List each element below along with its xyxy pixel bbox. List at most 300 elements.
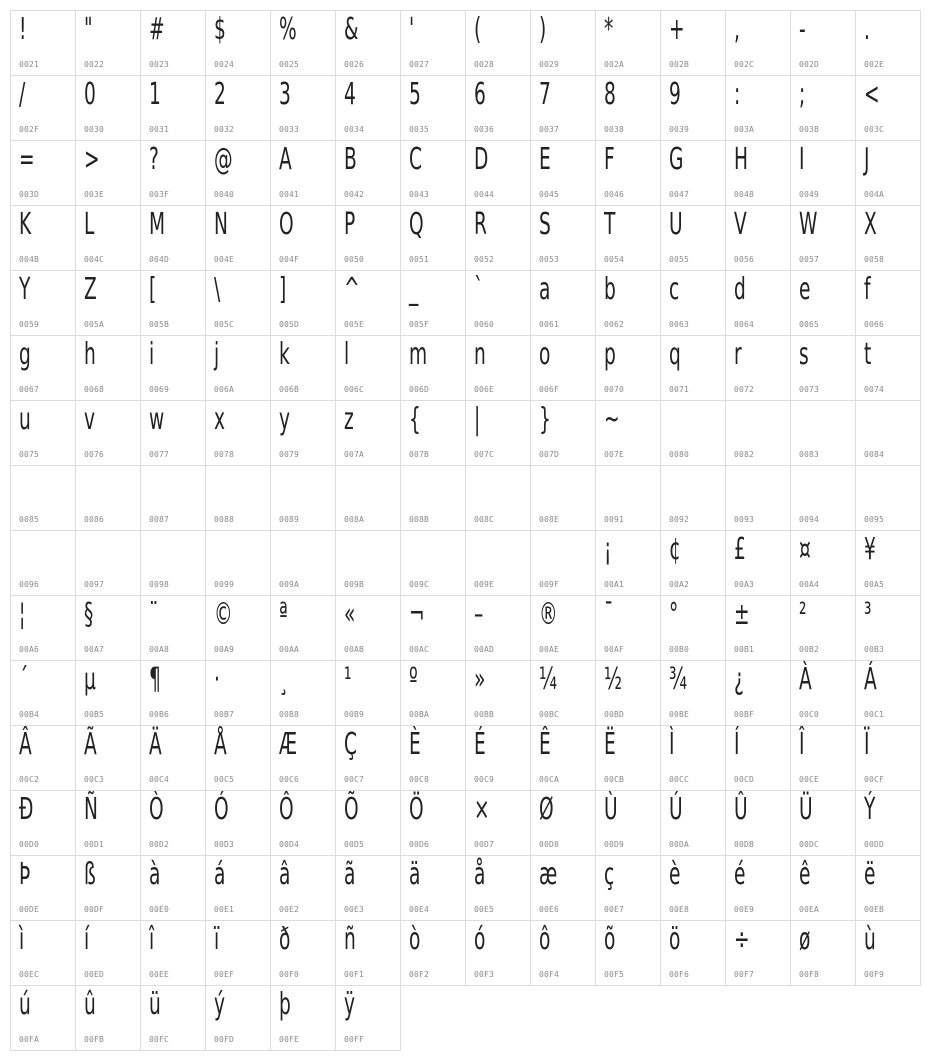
- glyph-character: í: [84, 922, 90, 957]
- glyph-character: \: [214, 272, 221, 307]
- glyph-character: ó: [474, 922, 486, 957]
- glyph-character: õ: [604, 922, 616, 957]
- glyph-cell: [270, 790, 336, 856]
- glyph-codepoint: 00CE: [799, 775, 820, 784]
- glyph-character: ¨: [149, 597, 159, 632]
- glyph-codepoint: 005B: [149, 320, 170, 329]
- glyph-codepoint: 0087: [149, 515, 170, 524]
- glyph-character: ð: [279, 922, 291, 957]
- glyph-grid: [10, 10, 920, 1050]
- glyph-cell: [75, 920, 141, 986]
- glyph-cell: [140, 335, 206, 401]
- glyph-cell: [595, 335, 661, 401]
- glyph-codepoint: 00A7: [84, 645, 105, 654]
- glyph-codepoint: 0072: [734, 385, 755, 394]
- glyph-character: Ü: [799, 792, 813, 827]
- glyph-codepoint: 0065: [799, 320, 820, 329]
- glyph-character: ü: [149, 987, 161, 1022]
- glyph-character: ~: [604, 402, 620, 437]
- glyph-cell: [790, 335, 856, 401]
- glyph-codepoint: 00AB: [344, 645, 365, 654]
- glyph-codepoint: 00DD: [864, 840, 885, 849]
- glyph-codepoint: 00A1: [604, 580, 625, 589]
- glyph-codepoint: 00C0: [799, 710, 820, 719]
- glyph-character: ë: [864, 857, 876, 892]
- glyph-cell: [140, 855, 206, 921]
- glyph-cell: [75, 725, 141, 791]
- glyph-character: %: [279, 12, 297, 47]
- glyph-codepoint: 003B: [799, 125, 820, 134]
- glyph-cell: [270, 725, 336, 791]
- glyph-cell: [790, 10, 856, 76]
- glyph-cell: [75, 790, 141, 856]
- glyph-character: Â: [19, 727, 32, 762]
- glyph-character: ©: [214, 597, 233, 632]
- glyph-cell: [270, 660, 336, 726]
- glyph-codepoint: 004D: [149, 255, 170, 264]
- glyph-codepoint: 00AC: [409, 645, 430, 654]
- glyph-cell: [335, 855, 401, 921]
- glyph-character: 4: [344, 77, 356, 112]
- glyph-cell: [595, 595, 661, 661]
- glyph-cell: [10, 270, 76, 336]
- glyph-cell: [75, 335, 141, 401]
- glyph-codepoint: 0059: [19, 320, 40, 329]
- glyph-cell: [855, 10, 921, 76]
- glyph-character: z: [344, 402, 354, 437]
- glyph-character: r: [734, 337, 742, 372]
- glyph-character: b: [604, 272, 616, 307]
- glyph-character: ¸: [279, 662, 289, 697]
- glyph-character: ¤: [799, 532, 811, 567]
- glyph-cell: [205, 920, 271, 986]
- glyph-cell: [270, 595, 336, 661]
- glyph-cell: [140, 790, 206, 856]
- glyph-cell: [10, 140, 76, 206]
- glyph-codepoint: 0031: [149, 125, 170, 134]
- glyph-character: k: [279, 337, 290, 372]
- glyph-codepoint: 00ED: [84, 970, 105, 979]
- glyph-codepoint: 00F6: [669, 970, 690, 979]
- glyph-cell: [465, 140, 531, 206]
- glyph-codepoint: 00D5: [344, 840, 365, 849]
- glyph-character: n: [474, 337, 486, 372]
- glyph-codepoint: 006D: [409, 385, 430, 394]
- glyph-character: ÷: [734, 922, 750, 957]
- glyph-cell: [75, 595, 141, 661]
- glyph-character: Î: [799, 727, 805, 762]
- glyph-character: ±: [734, 597, 750, 632]
- glyph-character: È: [409, 727, 421, 762]
- glyph-character: 0: [84, 77, 96, 112]
- glyph-codepoint: 0027: [409, 60, 430, 69]
- glyph-cell: [270, 400, 336, 466]
- glyph-character: /: [19, 77, 26, 112]
- glyph-codepoint: 008C: [474, 515, 495, 524]
- glyph-cell: [140, 400, 206, 466]
- glyph-cell: [75, 985, 141, 1051]
- glyph-cell: [335, 595, 401, 661]
- glyph-codepoint: 0091: [604, 515, 625, 524]
- glyph-codepoint: 00A8: [149, 645, 170, 654]
- glyph-cell: [790, 725, 856, 791]
- glyph-cell: [660, 205, 726, 271]
- glyph-cell: [205, 335, 271, 401]
- glyph-cell: [595, 855, 661, 921]
- glyph-cell: [855, 530, 921, 596]
- glyph-character: å: [474, 857, 486, 892]
- glyph-codepoint: 0022: [84, 60, 105, 69]
- glyph-codepoint: 009A: [279, 580, 300, 589]
- glyph-codepoint: 0062: [604, 320, 625, 329]
- glyph-cell: [140, 985, 206, 1051]
- glyph-codepoint: 00C7: [344, 775, 365, 784]
- glyph-character: C: [409, 142, 422, 177]
- glyph-codepoint: 00A2: [669, 580, 690, 589]
- glyph-character: d: [734, 272, 746, 307]
- glyph-codepoint: 00FE: [279, 1035, 300, 1044]
- glyph-cell: [75, 400, 141, 466]
- glyph-codepoint: 00EA: [799, 905, 820, 914]
- glyph-cell: [595, 75, 661, 141]
- glyph-codepoint: 007B: [409, 450, 430, 459]
- glyph-cell: [400, 855, 466, 921]
- glyph-cell: [725, 75, 791, 141]
- glyph-cell: [335, 530, 401, 596]
- glyph-codepoint: 00DB: [734, 840, 755, 849]
- glyph-cell: [725, 855, 791, 921]
- glyph-codepoint: 0048: [734, 190, 755, 199]
- glyph-character: ]: [279, 272, 287, 307]
- glyph-codepoint: 004E: [214, 255, 235, 264]
- glyph-character: Ð: [19, 792, 34, 827]
- glyph-character: q: [669, 337, 681, 372]
- glyph-codepoint: 0092: [669, 515, 690, 524]
- glyph-cell: [855, 790, 921, 856]
- glyph-cell: [10, 595, 76, 661]
- glyph-cell: [400, 140, 466, 206]
- glyph-codepoint: 002D: [799, 60, 820, 69]
- glyph-cell: [725, 530, 791, 596]
- glyph-character: G: [669, 142, 684, 177]
- glyph-codepoint: 0098: [149, 580, 170, 589]
- glyph-character: E: [539, 142, 551, 177]
- glyph-cell: [595, 10, 661, 76]
- glyph-cell: [10, 10, 76, 76]
- glyph-codepoint: 00DC: [799, 840, 820, 849]
- glyph-character: ¼: [539, 662, 558, 697]
- glyph-codepoint: 00A6: [19, 645, 40, 654]
- glyph-cell: [530, 920, 596, 986]
- glyph-cell: [465, 75, 531, 141]
- glyph-codepoint: 0075: [19, 450, 40, 459]
- glyph-character: á: [214, 857, 226, 892]
- glyph-codepoint: 007A: [344, 450, 365, 459]
- glyph-character: ý: [214, 987, 226, 1022]
- glyph-character: x: [214, 402, 226, 437]
- glyph-cell: [660, 660, 726, 726]
- glyph-character: Ó: [214, 792, 229, 827]
- glyph-cell: [530, 335, 596, 401]
- glyph-cell: [855, 920, 921, 986]
- glyph-character: ¢: [669, 532, 681, 567]
- glyph-codepoint: 00E2: [279, 905, 300, 914]
- glyph-cell: [75, 855, 141, 921]
- glyph-character: Ã: [84, 727, 97, 762]
- glyph-cell: [465, 595, 531, 661]
- glyph-cell: [335, 335, 401, 401]
- glyph-cell: [790, 465, 856, 531]
- glyph-cell: [270, 140, 336, 206]
- glyph-codepoint: 00FC: [149, 1035, 170, 1044]
- glyph-codepoint: 00C4: [149, 775, 170, 784]
- glyph-character: ß: [84, 857, 96, 892]
- glyph-cell: [10, 920, 76, 986]
- glyph-codepoint: 0052: [474, 255, 495, 264]
- glyph-codepoint: 006A: [214, 385, 235, 394]
- glyph-codepoint: 006C: [344, 385, 365, 394]
- glyph-character: +: [669, 12, 685, 47]
- glyph-character: m: [409, 337, 428, 372]
- glyph-character: v: [84, 402, 96, 437]
- glyph-cell: [790, 75, 856, 141]
- glyph-character: Þ: [19, 857, 31, 892]
- glyph-cell: [855, 725, 921, 791]
- glyph-codepoint: 00E9: [734, 905, 755, 914]
- glyph-character: W: [799, 207, 818, 242]
- glyph-cell: [465, 790, 531, 856]
- glyph-character: F: [604, 142, 615, 177]
- glyph-cell: [465, 270, 531, 336]
- glyph-character: D: [474, 142, 489, 177]
- glyph-codepoint: 004F: [279, 255, 300, 264]
- glyph-cell: [400, 530, 466, 596]
- glyph-character: ¬: [409, 597, 425, 632]
- glyph-cell: [660, 725, 726, 791]
- glyph-cell: [465, 335, 531, 401]
- glyph-cell: [270, 335, 336, 401]
- glyph-codepoint: 0045: [539, 190, 560, 199]
- glyph-codepoint: 00EF: [214, 970, 235, 979]
- glyph-cell: [75, 530, 141, 596]
- glyph-codepoint: 006E: [474, 385, 495, 394]
- glyph-cell: [335, 270, 401, 336]
- glyph-codepoint: 0050: [344, 255, 365, 264]
- glyph-codepoint: 0088: [214, 515, 235, 524]
- glyph-character: ³: [864, 597, 872, 632]
- glyph-codepoint: 00BF: [734, 710, 755, 719]
- glyph-character: (: [474, 12, 482, 47]
- glyph-character: P: [344, 207, 356, 242]
- glyph-cell: [400, 270, 466, 336]
- glyph-codepoint: 0057: [799, 255, 820, 264]
- glyph-codepoint: 00CD: [734, 775, 755, 784]
- glyph-cell: [335, 920, 401, 986]
- glyph-character: è: [669, 857, 681, 892]
- glyph-codepoint: 0058: [864, 255, 885, 264]
- glyph-character: `: [474, 272, 484, 307]
- glyph-character: Ç: [344, 727, 357, 762]
- glyph-codepoint: 00F8: [799, 970, 820, 979]
- glyph-cell: [790, 920, 856, 986]
- glyph-codepoint: 00C2: [19, 775, 40, 784]
- glyph-cell: [140, 920, 206, 986]
- glyph-codepoint: 00CF: [864, 775, 885, 784]
- glyph-character: ¯: [604, 597, 614, 632]
- glyph-codepoint: 00B4: [19, 710, 40, 719]
- glyph-codepoint: 0071: [669, 385, 690, 394]
- glyph-codepoint: 00BD: [604, 710, 625, 719]
- glyph-cell: [465, 725, 531, 791]
- glyph-codepoint: 00E0: [149, 905, 170, 914]
- glyph-cell: [10, 205, 76, 271]
- glyph-character: »: [474, 662, 486, 697]
- glyph-character: Æ: [279, 727, 298, 762]
- glyph-codepoint: 0079: [279, 450, 300, 459]
- glyph-character: Ô: [279, 792, 294, 827]
- glyph-cell: [335, 400, 401, 466]
- glyph-character: ¦: [19, 597, 26, 632]
- glyph-cell: [400, 725, 466, 791]
- glyph-character: |: [474, 402, 481, 437]
- glyph-codepoint: 009B: [344, 580, 365, 589]
- glyph-cell: [10, 465, 76, 531]
- glyph-character: à: [149, 857, 161, 892]
- glyph-cell: [725, 725, 791, 791]
- glyph-character: ¹: [344, 662, 352, 697]
- glyph-codepoint: 0066: [864, 320, 885, 329]
- glyph-character: c: [669, 272, 680, 307]
- glyph-codepoint: 0036: [474, 125, 495, 134]
- glyph-character: ï: [214, 922, 220, 957]
- glyph-character: w: [149, 402, 165, 437]
- glyph-codepoint: 009E: [474, 580, 495, 589]
- glyph-character: Å: [214, 727, 227, 762]
- glyph-cell: [75, 205, 141, 271]
- glyph-codepoint: 004C: [84, 255, 105, 264]
- glyph-character: Ø: [539, 792, 554, 827]
- glyph-codepoint: 003F: [149, 190, 170, 199]
- glyph-cell: [140, 140, 206, 206]
- glyph-codepoint: 005E: [344, 320, 365, 329]
- glyph-codepoint: 0093: [734, 515, 755, 524]
- glyph-codepoint: 008A: [344, 515, 365, 524]
- glyph-codepoint: 00A4: [799, 580, 820, 589]
- glyph-cell: [335, 465, 401, 531]
- glyph-cell: [660, 335, 726, 401]
- glyph-character: ª: [279, 597, 288, 632]
- glyph-codepoint: 00E5: [474, 905, 495, 914]
- glyph-character: ô: [539, 922, 551, 957]
- glyph-codepoint: 0060: [474, 320, 495, 329]
- glyph-codepoint: 005A: [84, 320, 105, 329]
- glyph-cell: [595, 270, 661, 336]
- glyph-codepoint: 0096: [19, 580, 40, 589]
- glyph-cell: [335, 75, 401, 141]
- glyph-codepoint: 00B8: [279, 710, 300, 719]
- glyph-character: L: [84, 207, 95, 242]
- glyph-character: ¥: [864, 532, 876, 567]
- glyph-cell: [10, 530, 76, 596]
- glyph-codepoint: 00D6: [409, 840, 430, 849]
- glyph-cell: [595, 205, 661, 271]
- glyph-cell: [75, 660, 141, 726]
- glyph-codepoint: 0070: [604, 385, 625, 394]
- glyph-character: :: [734, 77, 741, 112]
- glyph-cell: [10, 855, 76, 921]
- glyph-cell: [530, 270, 596, 336]
- glyph-cell: [205, 725, 271, 791]
- glyph-codepoint: 006F: [539, 385, 560, 394]
- glyph-cell: [10, 985, 76, 1051]
- glyph-cell: [75, 465, 141, 531]
- glyph-character: K: [19, 207, 32, 242]
- glyph-character: Ä: [149, 727, 162, 762]
- glyph-codepoint: 00DE: [19, 905, 40, 914]
- glyph-codepoint: 00E7: [604, 905, 625, 914]
- glyph-cell: [530, 10, 596, 76]
- glyph-codepoint: 0074: [864, 385, 885, 394]
- glyph-cell: [855, 205, 921, 271]
- glyph-codepoint: 005D: [279, 320, 300, 329]
- glyph-codepoint: 00AE: [539, 645, 560, 654]
- glyph-character: ²: [799, 597, 807, 632]
- glyph-codepoint: 007C: [474, 450, 495, 459]
- glyph-codepoint: 00C3: [84, 775, 105, 784]
- glyph-character: ç: [604, 857, 615, 892]
- glyph-codepoint: 00B5: [84, 710, 105, 719]
- glyph-cell: [660, 10, 726, 76]
- glyph-character: Ò: [149, 792, 164, 827]
- glyph-cell: [465, 465, 531, 531]
- glyph-cell: [140, 660, 206, 726]
- glyph-character: µ: [84, 662, 96, 697]
- glyph-codepoint: 00D1: [84, 840, 105, 849]
- glyph-cell: [140, 465, 206, 531]
- glyph-codepoint: 00EE: [149, 970, 170, 979]
- glyph-codepoint: 0056: [734, 255, 755, 264]
- glyph-codepoint: 0041: [279, 190, 300, 199]
- glyph-character: ®: [539, 597, 558, 632]
- glyph-codepoint: 00D4: [279, 840, 300, 849]
- glyph-cell: [725, 140, 791, 206]
- glyph-codepoint: 007E: [604, 450, 625, 459]
- glyph-cell: [855, 335, 921, 401]
- glyph-cell: [75, 10, 141, 76]
- glyph-character: ¡: [604, 532, 612, 567]
- glyph-cell: [855, 595, 921, 661]
- glyph-character: X: [864, 207, 877, 242]
- glyph-character: ì: [19, 922, 25, 957]
- glyph-codepoint: 0097: [84, 580, 105, 589]
- glyph-codepoint: 003E: [84, 190, 105, 199]
- glyph-cell: [855, 75, 921, 141]
- glyph-codepoint: 003D: [19, 190, 40, 199]
- glyph-codepoint: 008B: [409, 515, 430, 524]
- glyph-codepoint: 002B: [669, 60, 690, 69]
- glyph-codepoint: 00A9: [214, 645, 235, 654]
- glyph-cell: [335, 140, 401, 206]
- glyph-character: 8: [604, 77, 616, 112]
- glyph-character: e: [799, 272, 811, 307]
- glyph-codepoint: 0076: [84, 450, 105, 459]
- glyph-cell: [660, 140, 726, 206]
- glyph-codepoint: 00F9: [864, 970, 885, 979]
- glyph-character: ä: [409, 857, 421, 892]
- glyph-codepoint: 00DF: [84, 905, 105, 914]
- glyph-codepoint: 00F7: [734, 970, 755, 979]
- glyph-codepoint: 0040: [214, 190, 235, 199]
